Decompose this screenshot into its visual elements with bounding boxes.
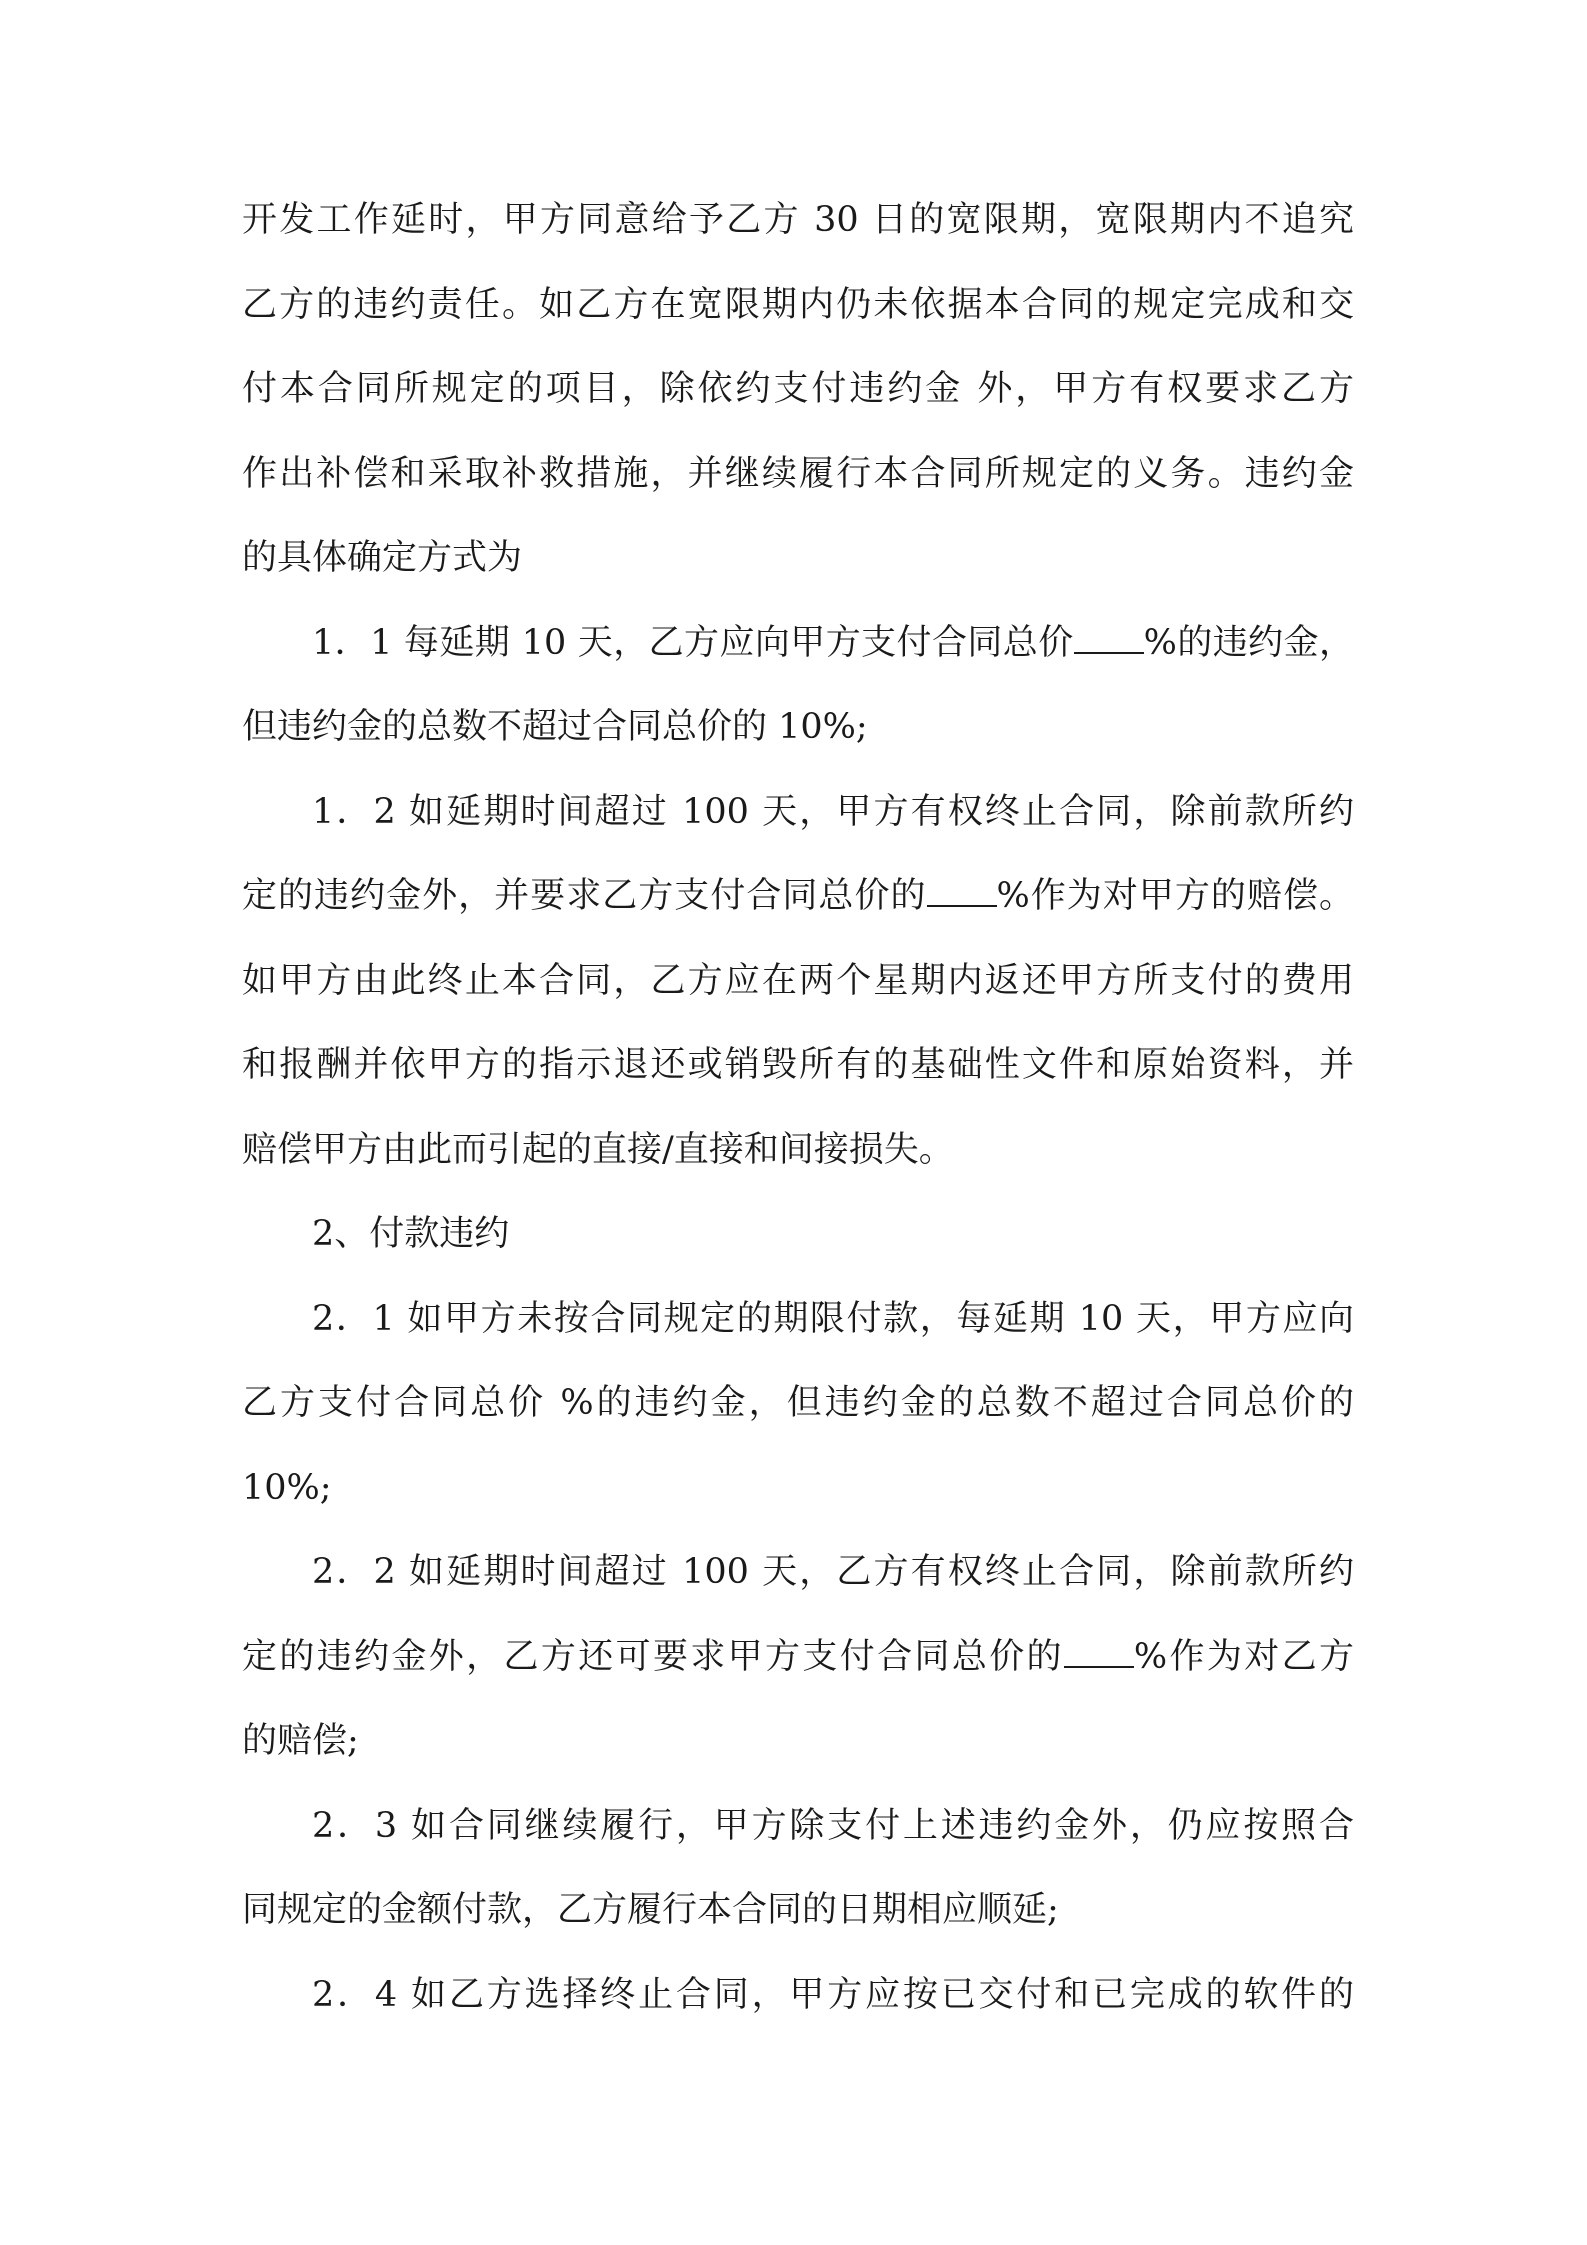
clause-2-2-text-after: %作为对乙方: [1133, 1636, 1354, 1677]
clause-1-2-text-before: 定的违约金外，并要求乙方支付合同总价的: [242, 876, 927, 916]
clause-1-1-line: [242, 601, 1354, 686]
text-line-21: 同规定的金额付款，乙方履行本合同的日期相应顺延;: [242, 1890, 1059, 1930]
clause-1-1-text-after: %的违约金，: [1143, 622, 1354, 663]
text-line-3: 付本合同所规定的项目，除依约支付违约金 外，甲方有权要求乙方: [242, 369, 1354, 409]
text-line-4: 作出补偿和采取补救措施，并继续履行本合同所规定的义务。违约金: [242, 453, 1354, 494]
clause-1-2-text-after: %作为对甲方的赔偿。: [996, 876, 1354, 916]
text-line-11: 和报酬并依甲方的指示退还或销毁所有的基础性文件和原始资料，并: [242, 1045, 1354, 1085]
party-b-compensation-rate-blank[interactable]: [1064, 1636, 1134, 1668]
contract-body-text: [242, 178, 1354, 2037]
clause-1-2-line: 1．2 如延期时间超过 100 天，甲方有权终止合同，除前款所约: [312, 791, 1354, 832]
text-line-15: 乙方支付合同总价 %的违约金，但违约金的总数不超过合同总价的: [242, 1383, 1354, 1423]
compensation-rate-blank[interactable]: [927, 875, 997, 907]
penalty-rate-blank[interactable]: [1074, 622, 1144, 654]
text-line-19: 的赔偿;: [242, 1721, 359, 1761]
section-heading-payment-default: 2、付款违约: [312, 1214, 510, 1254]
clause-2-2-text-before: 定的违约金外，乙方还可要求甲方支付合同总价的: [242, 1636, 1064, 1677]
clause-2-2-line: 2．2 如延期时间超过 100 天，乙方有权终止合同，除前款所约: [312, 1552, 1354, 1592]
text-line-7: 但违约金的总数不超过合同总价的 10%;: [242, 707, 868, 747]
text-line-5: 的具体确定方式为: [242, 538, 523, 578]
text-line-12: 赔偿甲方由此而引起的直接/直接和间接损失。: [242, 1129, 954, 1170]
text-line-1: 开发工作延时，甲方同意给予乙方 30 日的宽限期，宽限期内不追究: [242, 200, 1354, 240]
text-line-16: 10%;: [242, 1467, 332, 1508]
clause-2-3-line: 2．3 如合同继续履行，甲方除支付上述违约金外，仍应按照合: [312, 1805, 1354, 1846]
clause-1-2-compensation-line: [242, 854, 1354, 939]
clause-2-2-compensation-line: [242, 1615, 1354, 1700]
clause-2-4-line: 2．4 如乙方选择终止合同，甲方应按已交付和已完成的软件的: [312, 1974, 1354, 2015]
clause-2-1-line: 2．1 如甲方未按合同规定的期限付款，每延期 10 天，甲方应向: [312, 1298, 1354, 1339]
clause-1-1-text-before: 1．1 每延期 10 天，乙方应向甲方支付合同总价: [312, 622, 1074, 663]
text-line-10: 如甲方由此终止本合同，乙方应在两个星期内返还甲方所支付的费用: [242, 960, 1354, 1001]
text-line-2: 乙方的违约责任。如乙方在宽限期内仍未依据本合同的规定完成和交: [242, 284, 1354, 325]
